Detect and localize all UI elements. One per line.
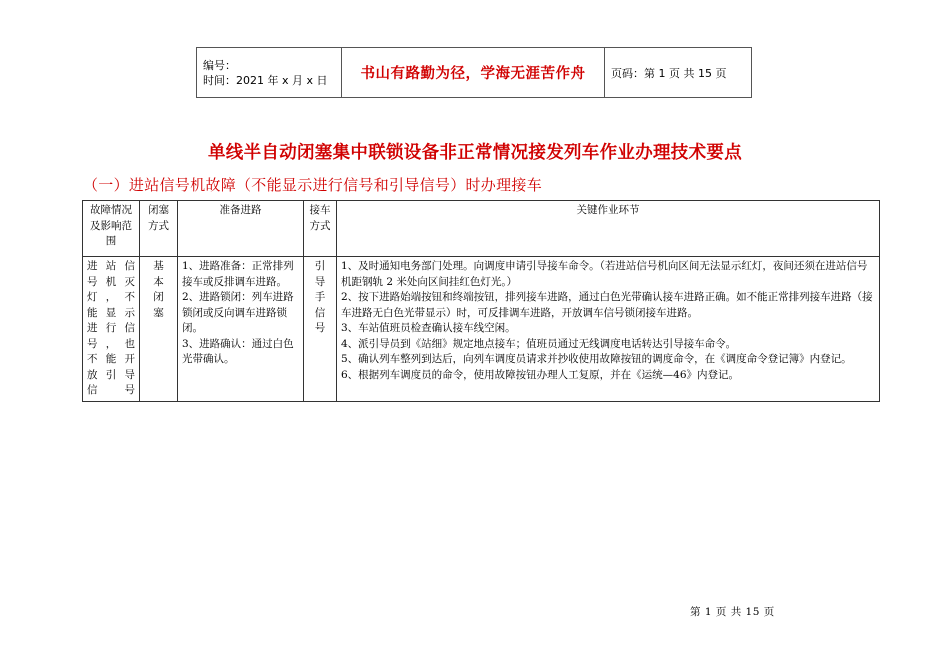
header-motto: 书山有路勤为径，学海无涯苦作舟 (342, 48, 605, 98)
prep-step: 2、进路锁闭：列车进路锁闭或反向调车进路锁闭。 (182, 291, 294, 334)
receive-method-cell (304, 257, 337, 402)
table-header-row (83, 201, 880, 257)
column-header-block: 闭塞方式 (140, 201, 178, 257)
column-header-receive: 接车方式 (304, 201, 337, 257)
prep-route-cell (178, 257, 304, 402)
block-method: 基本闭塞 (153, 260, 164, 319)
key-steps-cell (337, 257, 880, 402)
section-title: （一）进站信号机故障（不能显示进行信号和引导信号）时办理接车 (83, 176, 543, 194)
document-title: 单线半自动闭塞集中联锁设备非正常情况接发列车作业办理技术要点 (208, 143, 742, 163)
key-step: 1、及时通知电务部门处理。向调度申请引导接车命令。（若进站信号机向区间无法显示红灯，夜间还须在进站信号机距钢轨 2 米处向区间挂红色灯光。） (341, 260, 868, 288)
page-footer: 第 1 页 共 15 页 (690, 606, 775, 618)
header-page-info: 页码：第 1 页 共 15 页 (605, 48, 752, 98)
key-step: 5、确认列车整列到达后，向列车调度员请求并抄收使用故障按钮的调度命令，在《调度命令登记簿》内登记。 (341, 353, 852, 365)
block-method-cell (140, 257, 178, 402)
fault-cell: 进站信 号机灭 灯，不 能显示 进行信 号，也 不能开 放引导 信号 (83, 257, 140, 402)
key-step: 4、派引导员到《站细》规定地点接车；值班员通过无线调度电话转达引导接车命令。 (341, 337, 737, 350)
prep-step: 1、进路准备：正常排列接车或反排调车进路。 (182, 260, 294, 288)
number-label: 编号： (203, 58, 236, 72)
column-header-fault: 故障情况及影响范围 (83, 201, 140, 257)
prep-step: 3、进路确认：通过白色光带确认。 (182, 337, 294, 365)
document-header (196, 47, 752, 98)
table-row (83, 257, 880, 402)
header-meta (197, 48, 342, 98)
column-header-prep: 准备进路 (178, 201, 304, 257)
procedure-table (82, 200, 880, 402)
receive-method: 引导手信号 (314, 260, 326, 334)
key-step: 2、按下进路始端按钮和终端按钮，排列接车进路，通过白色光带确认接车进路正确。如不能正常排列接车进路（接车进路无白色光带显示）时，可反排调车进路，开放调车信号锁闭接车进路。 (341, 291, 873, 319)
column-header-key-steps: 关键作业环节 (337, 201, 880, 257)
key-step: 6、根据列车调度员的命令，使用故障按钮办理人工复原，并在《运统—46》内登记。 (341, 368, 740, 381)
key-step: 3、车站值班员检查确认接车线空闲。 (341, 322, 516, 334)
date-label: 时间：2021 年 x 月 x 日 (203, 73, 328, 87)
